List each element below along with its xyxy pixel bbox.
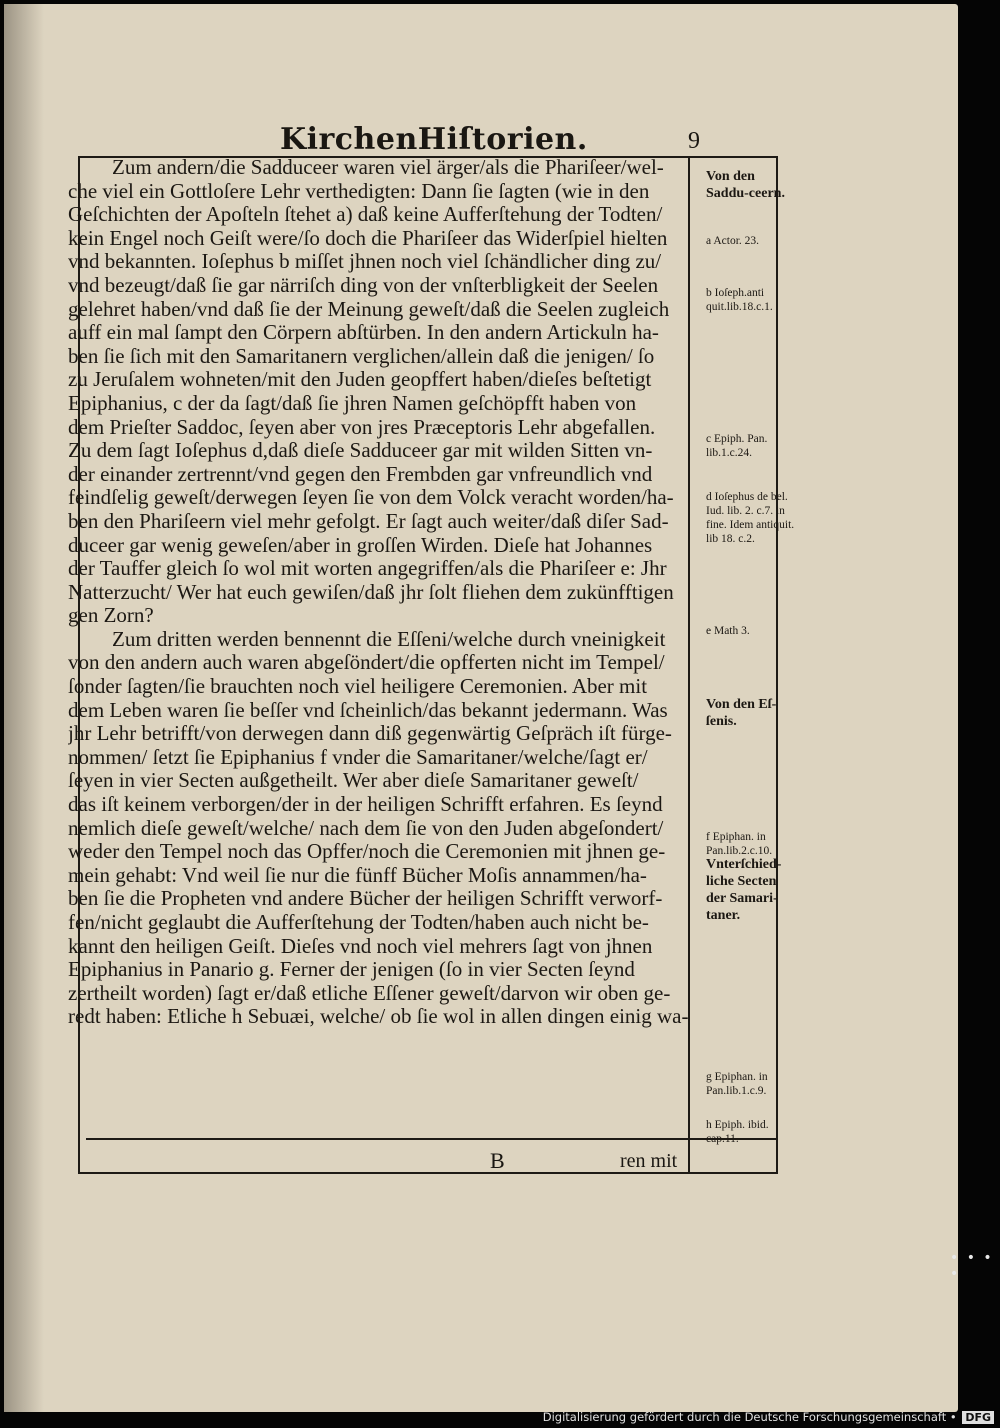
text-line: vnd bekannten. Ioſephus b miſſet jhnen noch viel ſchändlicher ding zu/ [68,250,662,274]
margin-citation: e Math 3. [706,625,750,637]
text-line: kein Engel noch Geiſt were/ſo doch die Phariſeer das Widerſpiel hielten [68,226,668,250]
margin-citation: f Epiphan. in Pan.lib.2.c.10. [706,831,773,857]
text-line: nommen/ ſetzt ſie Epiphanius f vnder die Samaritaner/welche/ſagt er/ [68,745,648,769]
text-line: ben ſie ſich mit den Samaritanern verglichen/allein daß die jenigen/ ſo [68,344,655,368]
text-line: Geſchichten der Apoſteln ſtehet a) daß keine Aufferſtehung der Todten/ [68,203,663,227]
margin-citation: g Epiphan. in Pan.lib.1.c.9. [706,1071,768,1097]
margin-heading: Von den Saddu-ceern. [706,169,785,201]
digitization-credit [543,1410,994,1424]
text-line: fen/nicht geglaubt die Aufferſtehung der Todten/haben auch nicht be- [68,911,649,934]
frame-rule-footer [86,1138,776,1140]
margin-heading: Vnterſchied-liche Secten der Samari-taner. [706,857,782,923]
text-line: redt haben: Etliche h Sebuæi, welche/ ob ſie wol in allen dingen einig wa- [68,1005,688,1029]
text-line: mein gehabt: Vnd weil ſie nur die fünff Bücher Moſis annammen/ha- [68,863,647,887]
margin-citation: h Epiph. ibid. cap.11. [706,1119,769,1145]
signature-mark: B [490,1148,505,1173]
text-line: ben den Phariſeern viel mehr gefolgt. Er ſagt auch weiter/daß diſer Sad- [68,509,669,533]
margin-citation: b Ioſeph.anti quit.lib.18.c.1. [706,287,773,313]
text-line: dem Prieſter Saddoc, ſeyen aber von jres Præceptoris Lehr abgefallen. [68,415,656,439]
text-line: ſeyen in vier Secten außgetheilt. Wer aber dieſe Samaritaner geweſt/ [68,769,639,793]
text-line: weder den Tempel noch das Opffer/noch die Ceremonien mit jhnen ge- [68,840,666,864]
text-line: Zum dritten werden bennennt die Eſſeni/welche durch vneinigkeit [112,627,666,651]
text-line: auff ein mal ſampt den Cörpern abſtürben. In den andern Artickuln ha- [68,321,659,345]
text-line: Epiphanius in Panario g. Ferner der jenigen (ſo in vier Secten ſeynd [68,958,635,982]
text-line: ben ſie die Propheten vnd andere Bücher der heiligen Schrifft verworf- [68,887,663,911]
text-line: Epiphanius, c der da ſagt/daß ſie jhren Namen geſchöpfft haben von [68,391,637,415]
text-line: gelehret haben/vnd daß ſie der Meinung geweſt/daß die Seelen zugleich [68,297,670,321]
text-line: der Tauffer gleich ſo wol mit worten angegriffen/als die Phariſeer e: Jhr [68,557,667,581]
dfg-logo: DFG [962,1411,994,1424]
credit-text: Digitalisierung gefördert durch die Deutsche Forschungsgemeinschaft • [542,1410,957,1424]
text-line: kannt den heiligen Geiſt. Dieſes vnd noch viel mehrers ſagt von jhnen [68,934,653,958]
text-line: zu Jeruſalem wohneten/mit den Juden geopffert haben/dieſes beſtetigt [68,368,652,392]
margin-citation: c Epiph. Pan. lib.1.c.24. [706,433,768,459]
text-line: Zum andern/die Sadduceer waren viel ärger/als die Phariſeer/wel- [112,156,664,179]
text-line: Zu dem ſagt Ioſephus d,daß dieſe Sadduceer gar mit wilden Sitten vn- [68,439,653,463]
frame-rule-margin [688,156,690,1174]
page-number: 9 [688,128,700,154]
text-line: der einander zertrennt/vnd gegen den Frembden gar vnfreundlich vnd [68,462,653,486]
text-line: vnd bezeugt/daß ſie gar närriſch ding von der vnſterbligkeit der Seelen [68,273,659,297]
text-line: das iſt keinem verborgen/der in der heiligen Schrifft erfahren. Es ſeynd [68,793,663,817]
text-line: che viel ein Gottloſere Lehr verthedigten: Dann ſie ſagten (wie in den [68,179,650,203]
text-line: nemlich dieſe geweſt/welche/ nach dem ſie von den Juden abgeſondert/ [68,816,664,840]
text-line: ſonder ſagten/ſie brauchten noch viel heiligere Ceremonien. Aber mit [68,675,648,699]
text-line: duceer gar wenig geweſen/aber in groſſen Wirden. Dieſe hat Johannes [68,533,653,557]
viewer-dots: • • • • [950,1250,994,1282]
text-line: von den andern auch waren abgeſöndert/die opfferten nicht im Tempel/ [68,651,665,675]
text-line: feindſelig geweſt/derwegen ſeyen ſie von dem Volck veracht worden/ha- [68,486,674,510]
text-line: zertheilt worden) ſagt er/daß etliche Eſſener geweſt/darvon wir oben ge- [68,981,671,1005]
text-line: dem Leben waren ſie beſſer vnd ſcheinlich/das bekannt jedermann. Was [68,698,668,722]
main-text-block [68,156,688,1029]
margin-citation: a Actor. 23. [706,235,760,247]
text-line: Natterzucht/ Wer hat euch gewiſen/daß jhr ſolt fliehen dem zukünfftigen [68,580,674,604]
catchword: ren mit [620,1150,678,1172]
margin-citation: d Ioſephus de bel. Iud. lib. 2. c.7. in fine. Idem antiquit. lib 18. c.2. [706,491,795,545]
text-line: gen Zorn? [68,604,154,628]
margin-heading: Von den Eſ-ſenis. [706,697,777,729]
running-head: KirchenHiſtorien. [280,122,588,157]
text-line: jhr Lehr betrifft/von derwegen dann diß gegenwärtig Geſpräch iſt fürge- [68,722,672,746]
